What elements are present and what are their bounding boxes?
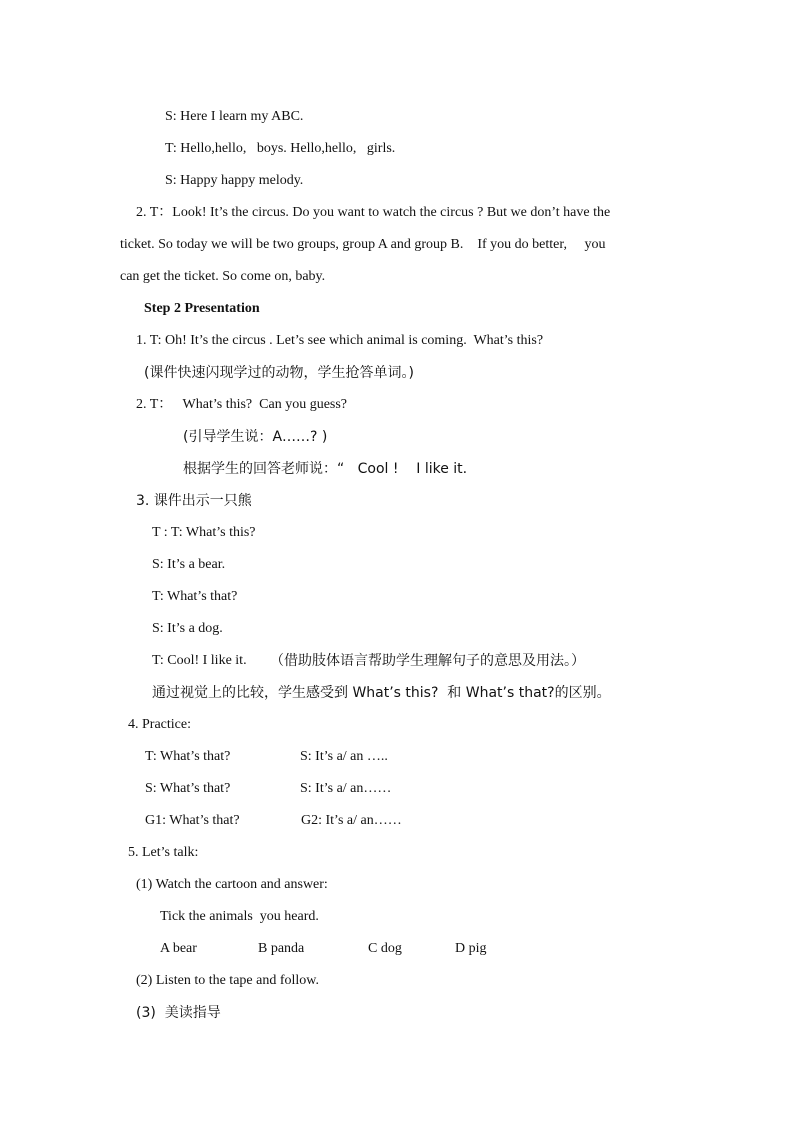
- dialogue-line: [152, 556, 225, 574]
- dialogue-line: [165, 172, 303, 190]
- note-text: (引导学生说：A……? ): [183, 429, 328, 445]
- dialogue-text: S: It’s a bear.: [152, 557, 226, 572]
- dialogue-line: [152, 620, 223, 638]
- list-item-text: 3. 课件出示一只熊: [136, 493, 252, 509]
- note-line: [270, 652, 585, 670]
- list-item-text: 5. Let’s talk:: [128, 845, 199, 860]
- choice-option-text: D pig: [455, 941, 487, 956]
- note-line: [144, 364, 414, 382]
- list-item-text: 2. T： What’s this? Can you guess?: [136, 397, 348, 412]
- dialogue-text: S: Here I learn my ABC.: [165, 109, 304, 124]
- practice-answer-text: S: It’s a/ an……: [300, 781, 392, 796]
- paragraph-line: [136, 204, 610, 222]
- practice-question-text: G1: What’s that?: [145, 813, 240, 828]
- dialogue-text: T: Hello,hello, boys. Hello,hello, girls.: [165, 141, 396, 156]
- section-heading-text: Step 2 Presentation: [144, 301, 260, 316]
- paragraph-line: [120, 236, 606, 254]
- dialogue-line: [165, 108, 303, 126]
- paragraph-line: [120, 268, 325, 286]
- sub-item: [136, 1004, 221, 1022]
- sub-item: [136, 972, 319, 990]
- paragraph-text: can get the ticket. So come on, baby.: [120, 269, 326, 284]
- dialogue-line: [152, 652, 247, 670]
- instruction-line: [160, 908, 319, 926]
- dialogue-line: [152, 588, 237, 606]
- paragraph-text: 2. T：Look! It’s the circus. Do you want to watch the circus ? But we don’t have the: [136, 205, 611, 220]
- choice-option: [455, 940, 487, 958]
- note-text: (课件快速闪现学过的动物，学生抢答单词。): [144, 365, 414, 381]
- dialogue-text: S: It’s a dog.: [152, 621, 223, 636]
- choice-option: [368, 940, 402, 958]
- choice-option: [258, 940, 304, 958]
- practice-question: [145, 812, 240, 830]
- note-text: 根据学生的回答老师说：“ Cool ! I like it.: [183, 461, 468, 477]
- practice-answer: [300, 780, 391, 798]
- note-line: [183, 460, 467, 478]
- note-text: （借助肢体语言帮助学生理解句子的意思及用法。）: [270, 653, 585, 669]
- practice-question: [145, 780, 230, 798]
- practice-answer-text: S: It’s a/ an …..: [300, 749, 388, 764]
- dialogue-text: T: What’s that?: [152, 589, 238, 604]
- instruction-text: Tick the animals you heard.: [160, 909, 319, 924]
- list-item-text: 1. T: Oh! It’s the circus . Let’s see which animal is coming. What’s this?: [136, 333, 544, 348]
- list-item: [136, 492, 252, 510]
- dialogue-text: T : T: What’s this?: [152, 525, 256, 540]
- practice-answer: [301, 812, 402, 830]
- list-item: [128, 844, 198, 862]
- dialogue-line: [152, 524, 256, 542]
- practice-answer-text: G2: It’s a/ an……: [301, 813, 402, 828]
- dialogue-line: [165, 140, 395, 158]
- note-line: [183, 428, 327, 446]
- list-item: [136, 332, 543, 350]
- dialogue-text: S: Happy happy melody.: [165, 173, 304, 188]
- practice-question-text: T: What’s that?: [145, 749, 231, 764]
- sub-item-text: (2) Listen to the tape and follow.: [136, 973, 319, 988]
- paragraph-text: ticket. So today we will be two groups, group A and group B. If you do better, you: [120, 237, 606, 252]
- note-line: [152, 684, 611, 702]
- list-item: [136, 396, 347, 414]
- list-item-text: 4. Practice:: [128, 717, 191, 732]
- choice-option-text: C dog: [368, 941, 402, 956]
- practice-question-text: S: What’s that?: [145, 781, 231, 796]
- choice-option-text: A bear: [160, 941, 197, 956]
- list-item: [128, 716, 191, 734]
- sub-item: [136, 876, 328, 894]
- dialogue-text: T: Cool! I like it.: [152, 653, 247, 668]
- section-heading: [144, 300, 260, 318]
- choice-option: [160, 940, 197, 958]
- note-text: 通过视觉上的比较，学生感受到 What’s this? 和 What’s that?的区别。: [152, 685, 611, 701]
- sub-item-text: (1) Watch the cartoon and answer:: [136, 877, 328, 892]
- practice-question: [145, 748, 230, 766]
- practice-answer: [300, 748, 388, 766]
- choice-option-text: B panda: [258, 941, 305, 956]
- sub-item-text: (3) 美读指导: [136, 1005, 221, 1021]
